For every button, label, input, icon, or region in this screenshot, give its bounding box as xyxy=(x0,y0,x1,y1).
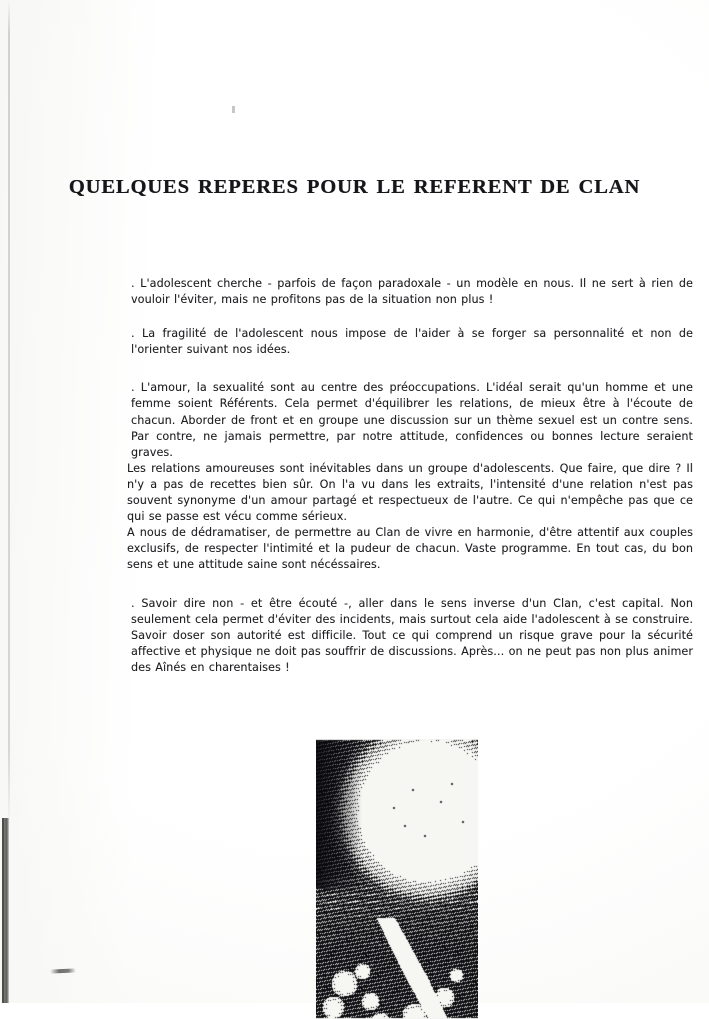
paragraph-dedramatiser: A nous de dédramatiser, de permettre au Clan de vivre en harmonie, d'être attentif aux couples exclusifs, de respecter l'intimité et la pudeur de chacun. Vaste programme. En tout cas, du bon sens et une attitude saine sont nécéssaires. xyxy=(127,526,693,572)
margin-pencil-mark xyxy=(50,968,76,973)
photograph-image xyxy=(316,739,478,1019)
paragraph-adolescent-modele: . L'adolescent cherche - parfois de façon paradoxale - un modèle en nous. Il ne sert à rien de vouloir l'éviter, mais ne profitons pas de la situation non plus ! xyxy=(131,277,693,307)
page-title: QUELQUES REPERES POUR LE REFERENT DE CLAN xyxy=(68,175,641,198)
document-body xyxy=(127,276,693,676)
paragraph-spacer xyxy=(127,308,693,326)
halftone-photograph xyxy=(316,739,478,1019)
scan-speck xyxy=(232,106,235,113)
scan-edge-shadow-bar xyxy=(2,818,9,1003)
paragraph-fragilite: . La fragilité de l'adolescent nous impose de l'aider à se forger sa personnalité et non de l'orienter suivant nos idées. xyxy=(131,327,693,357)
paragraph-savoir-dire-non: . Savoir dire non - et être écouté -, aller dans le sens inverse d'un Clan, c'est capital. Non seulement cela permet d'éviter des incidents, mais surtout cela aide l'adolescent à se construire. Savoir doser son autorité est difficile. Tout ce qui comprend un risque grave pour la sécurité affective et physique ne doit pas souffrir de discussions. Après... on ne peut pas non plus animer des Aînés en charentaises ! xyxy=(131,596,693,674)
paragraph-amour-sexualite: . L'amour, la sexualité sont au centre des préoccupations. L'idéal serait qu'un homme et une femme soient Référents. Cela permet d'équilibrer les relations, de mieux être à l'écoute de chacun. Aborder de front et en groupe une discussion sur un thème sexuel est un contre sens. Par contre, ne jamais permettre, par notre attitude, confidences ou bonnes lecture seraient graves. xyxy=(131,381,693,459)
paragraph-relations-amoureuses: Les relations amoureuses sont inévitables dans un groupe d'adolescents. Que faire, que dire ? Il n'y a pas de recettes bien sûr. On l'a vu dans les extraits, l'intensité d'une relation n'est pas souvent synonyme d'un amour partagé et respectueux de l'autre. Ce qui n'empêche pas que ce qui se passe est vécu comme sérieux. xyxy=(127,461,693,524)
scan-edge-line xyxy=(8,0,10,832)
paragraph-spacer xyxy=(127,574,693,596)
paragraph-spacer xyxy=(127,358,693,380)
